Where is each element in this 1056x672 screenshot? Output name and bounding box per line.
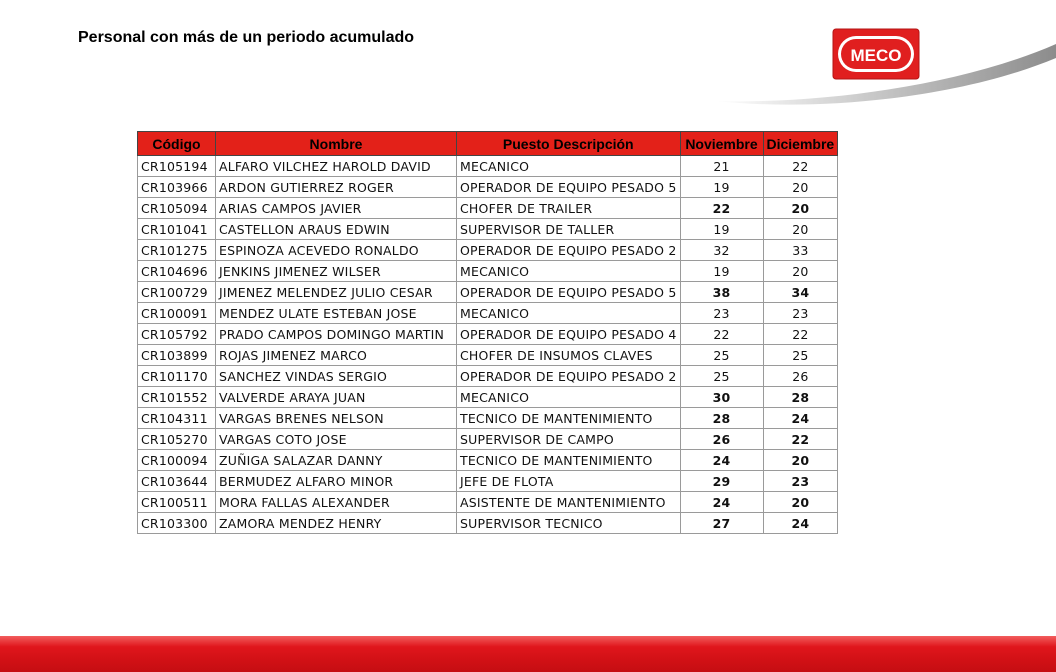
cell-diciembre: 26	[763, 366, 838, 387]
table-row	[138, 303, 838, 324]
cell-nombre: ALFARO VILCHEZ HAROLD DAVID	[216, 156, 457, 177]
table-row	[138, 345, 838, 366]
cell-noviembre: 19	[680, 261, 763, 282]
table-row	[138, 471, 838, 492]
table-row	[138, 513, 838, 534]
cell-puesto: OPERADOR DE EQUIPO PESADO 2	[457, 366, 681, 387]
cell-puesto: TECNICO DE MANTENIMIENTO	[457, 450, 681, 471]
cell-codigo: CR103644	[138, 471, 216, 492]
cell-diciembre: 20	[763, 261, 838, 282]
cell-diciembre: 33	[763, 240, 838, 261]
table-row	[138, 408, 838, 429]
cell-nombre: JENKINS JIMENEZ WILSER	[216, 261, 457, 282]
cell-diciembre: 20	[763, 219, 838, 240]
column-header-nombre: Nombre	[216, 132, 457, 156]
cell-noviembre: 38	[680, 282, 763, 303]
page-title: Personal con más de un periodo acumulado	[78, 29, 415, 46]
cell-nombre: ARIAS CAMPOS JAVIER	[216, 198, 457, 219]
cell-nombre: PRADO CAMPOS DOMINGO MARTIN	[216, 324, 457, 345]
cell-codigo: CR101170	[138, 366, 216, 387]
table-row	[138, 219, 838, 240]
cell-noviembre: 26	[680, 429, 763, 450]
cell-noviembre: 23	[680, 303, 763, 324]
cell-nombre: ZUÑIGA SALAZAR DANNY	[216, 450, 457, 471]
cell-codigo: CR100091	[138, 303, 216, 324]
table-row	[138, 282, 838, 303]
table-row	[138, 261, 838, 282]
cell-noviembre: 29	[680, 471, 763, 492]
cell-nombre: BERMUDEZ ALFARO MINOR	[216, 471, 457, 492]
table-row	[138, 450, 838, 471]
cell-codigo: CR100094	[138, 450, 216, 471]
cell-diciembre: 25	[763, 345, 838, 366]
table-row	[138, 198, 838, 219]
cell-puesto: MECANICO	[457, 156, 681, 177]
cell-codigo: CR101041	[138, 219, 216, 240]
cell-noviembre: 19	[680, 177, 763, 198]
personnel-table	[137, 131, 838, 534]
cell-diciembre: 22	[763, 156, 838, 177]
column-header-diciembre: Diciembre	[763, 132, 838, 156]
cell-puesto: OPERADOR DE EQUIPO PESADO 5	[457, 177, 681, 198]
table-row	[138, 177, 838, 198]
column-header-puesto: Puesto Descripción	[457, 132, 681, 156]
cell-puesto: CHOFER DE TRAILER	[457, 198, 681, 219]
cell-diciembre: 20	[763, 198, 838, 219]
cell-codigo: CR105792	[138, 324, 216, 345]
cell-puesto: TECNICO DE MANTENIMIENTO	[457, 408, 681, 429]
cell-diciembre: 24	[763, 513, 838, 534]
cell-diciembre: 28	[763, 387, 838, 408]
cell-diciembre: 20	[763, 177, 838, 198]
cell-noviembre: 28	[680, 408, 763, 429]
cell-puesto: CHOFER DE INSUMOS CLAVES	[457, 345, 681, 366]
table-header-row	[138, 132, 838, 156]
cell-nombre: JIMENEZ MELENDEZ JULIO CESAR	[216, 282, 457, 303]
cell-noviembre: 22	[680, 198, 763, 219]
cell-codigo: CR105270	[138, 429, 216, 450]
cell-diciembre: 22	[763, 429, 838, 450]
cell-noviembre: 27	[680, 513, 763, 534]
cell-nombre: VARGAS BRENES NELSON	[216, 408, 457, 429]
cell-diciembre: 23	[763, 303, 838, 324]
cell-diciembre: 20	[763, 450, 838, 471]
cell-puesto: SUPERVISOR DE CAMPO	[457, 429, 681, 450]
table-row	[138, 366, 838, 387]
cell-noviembre: 24	[680, 450, 763, 471]
column-header-noviembre: Noviembre	[680, 132, 763, 156]
footer-bar	[0, 636, 1056, 672]
cell-puesto: MECANICO	[457, 303, 681, 324]
meco-logo	[832, 28, 920, 80]
cell-codigo: CR104696	[138, 261, 216, 282]
cell-noviembre: 32	[680, 240, 763, 261]
cell-codigo: CR101552	[138, 387, 216, 408]
svg-text:MECO: MECO	[850, 46, 902, 65]
cell-codigo: CR103300	[138, 513, 216, 534]
cell-puesto: OPERADOR DE EQUIPO PESADO 5	[457, 282, 681, 303]
cell-codigo: CR105094	[138, 198, 216, 219]
cell-diciembre: 23	[763, 471, 838, 492]
cell-puesto: ASISTENTE DE MANTENIMIENTO	[457, 492, 681, 513]
cell-nombre: SANCHEZ VINDAS SERGIO	[216, 366, 457, 387]
cell-codigo: CR101275	[138, 240, 216, 261]
cell-noviembre: 19	[680, 219, 763, 240]
table-row	[138, 156, 838, 177]
cell-noviembre: 25	[680, 366, 763, 387]
cell-puesto: OPERADOR DE EQUIPO PESADO 4	[457, 324, 681, 345]
cell-noviembre: 22	[680, 324, 763, 345]
cell-nombre: VALVERDE ARAYA JUAN	[216, 387, 457, 408]
cell-codigo: CR100729	[138, 282, 216, 303]
cell-diciembre: 34	[763, 282, 838, 303]
cell-nombre: MORA FALLAS ALEXANDER	[216, 492, 457, 513]
cell-codigo: CR103899	[138, 345, 216, 366]
table-row	[138, 324, 838, 345]
cell-nombre: ESPINOZA ACEVEDO RONALDO	[216, 240, 457, 261]
table-row	[138, 387, 838, 408]
cell-puesto: MECANICO	[457, 261, 681, 282]
cell-diciembre: 22	[763, 324, 838, 345]
cell-codigo: CR105194	[138, 156, 216, 177]
cell-nombre: ZAMORA MENDEZ HENRY	[216, 513, 457, 534]
cell-puesto: JEFE DE FLOTA	[457, 471, 681, 492]
cell-codigo: CR104311	[138, 408, 216, 429]
table-row	[138, 492, 838, 513]
cell-diciembre: 24	[763, 408, 838, 429]
cell-nombre: CASTELLON ARAUS EDWIN	[216, 219, 457, 240]
column-header-codigo: Código	[138, 132, 216, 156]
cell-codigo: CR103966	[138, 177, 216, 198]
cell-noviembre: 25	[680, 345, 763, 366]
cell-diciembre: 20	[763, 492, 838, 513]
cell-noviembre: 21	[680, 156, 763, 177]
cell-noviembre: 24	[680, 492, 763, 513]
cell-nombre: ARDON GUTIERREZ ROGER	[216, 177, 457, 198]
cell-puesto: OPERADOR DE EQUIPO PESADO 2	[457, 240, 681, 261]
cell-puesto: SUPERVISOR TECNICO	[457, 513, 681, 534]
cell-puesto: SUPERVISOR DE TALLER	[457, 219, 681, 240]
table-row	[138, 429, 838, 450]
cell-puesto: MECANICO	[457, 387, 681, 408]
table-row	[138, 240, 838, 261]
cell-nombre: VARGAS COTO JOSE	[216, 429, 457, 450]
cell-noviembre: 30	[680, 387, 763, 408]
cell-codigo: CR100511	[138, 492, 216, 513]
cell-nombre: MENDEZ ULATE ESTEBAN JOSE	[216, 303, 457, 324]
cell-nombre: ROJAS JIMENEZ MARCO	[216, 345, 457, 366]
